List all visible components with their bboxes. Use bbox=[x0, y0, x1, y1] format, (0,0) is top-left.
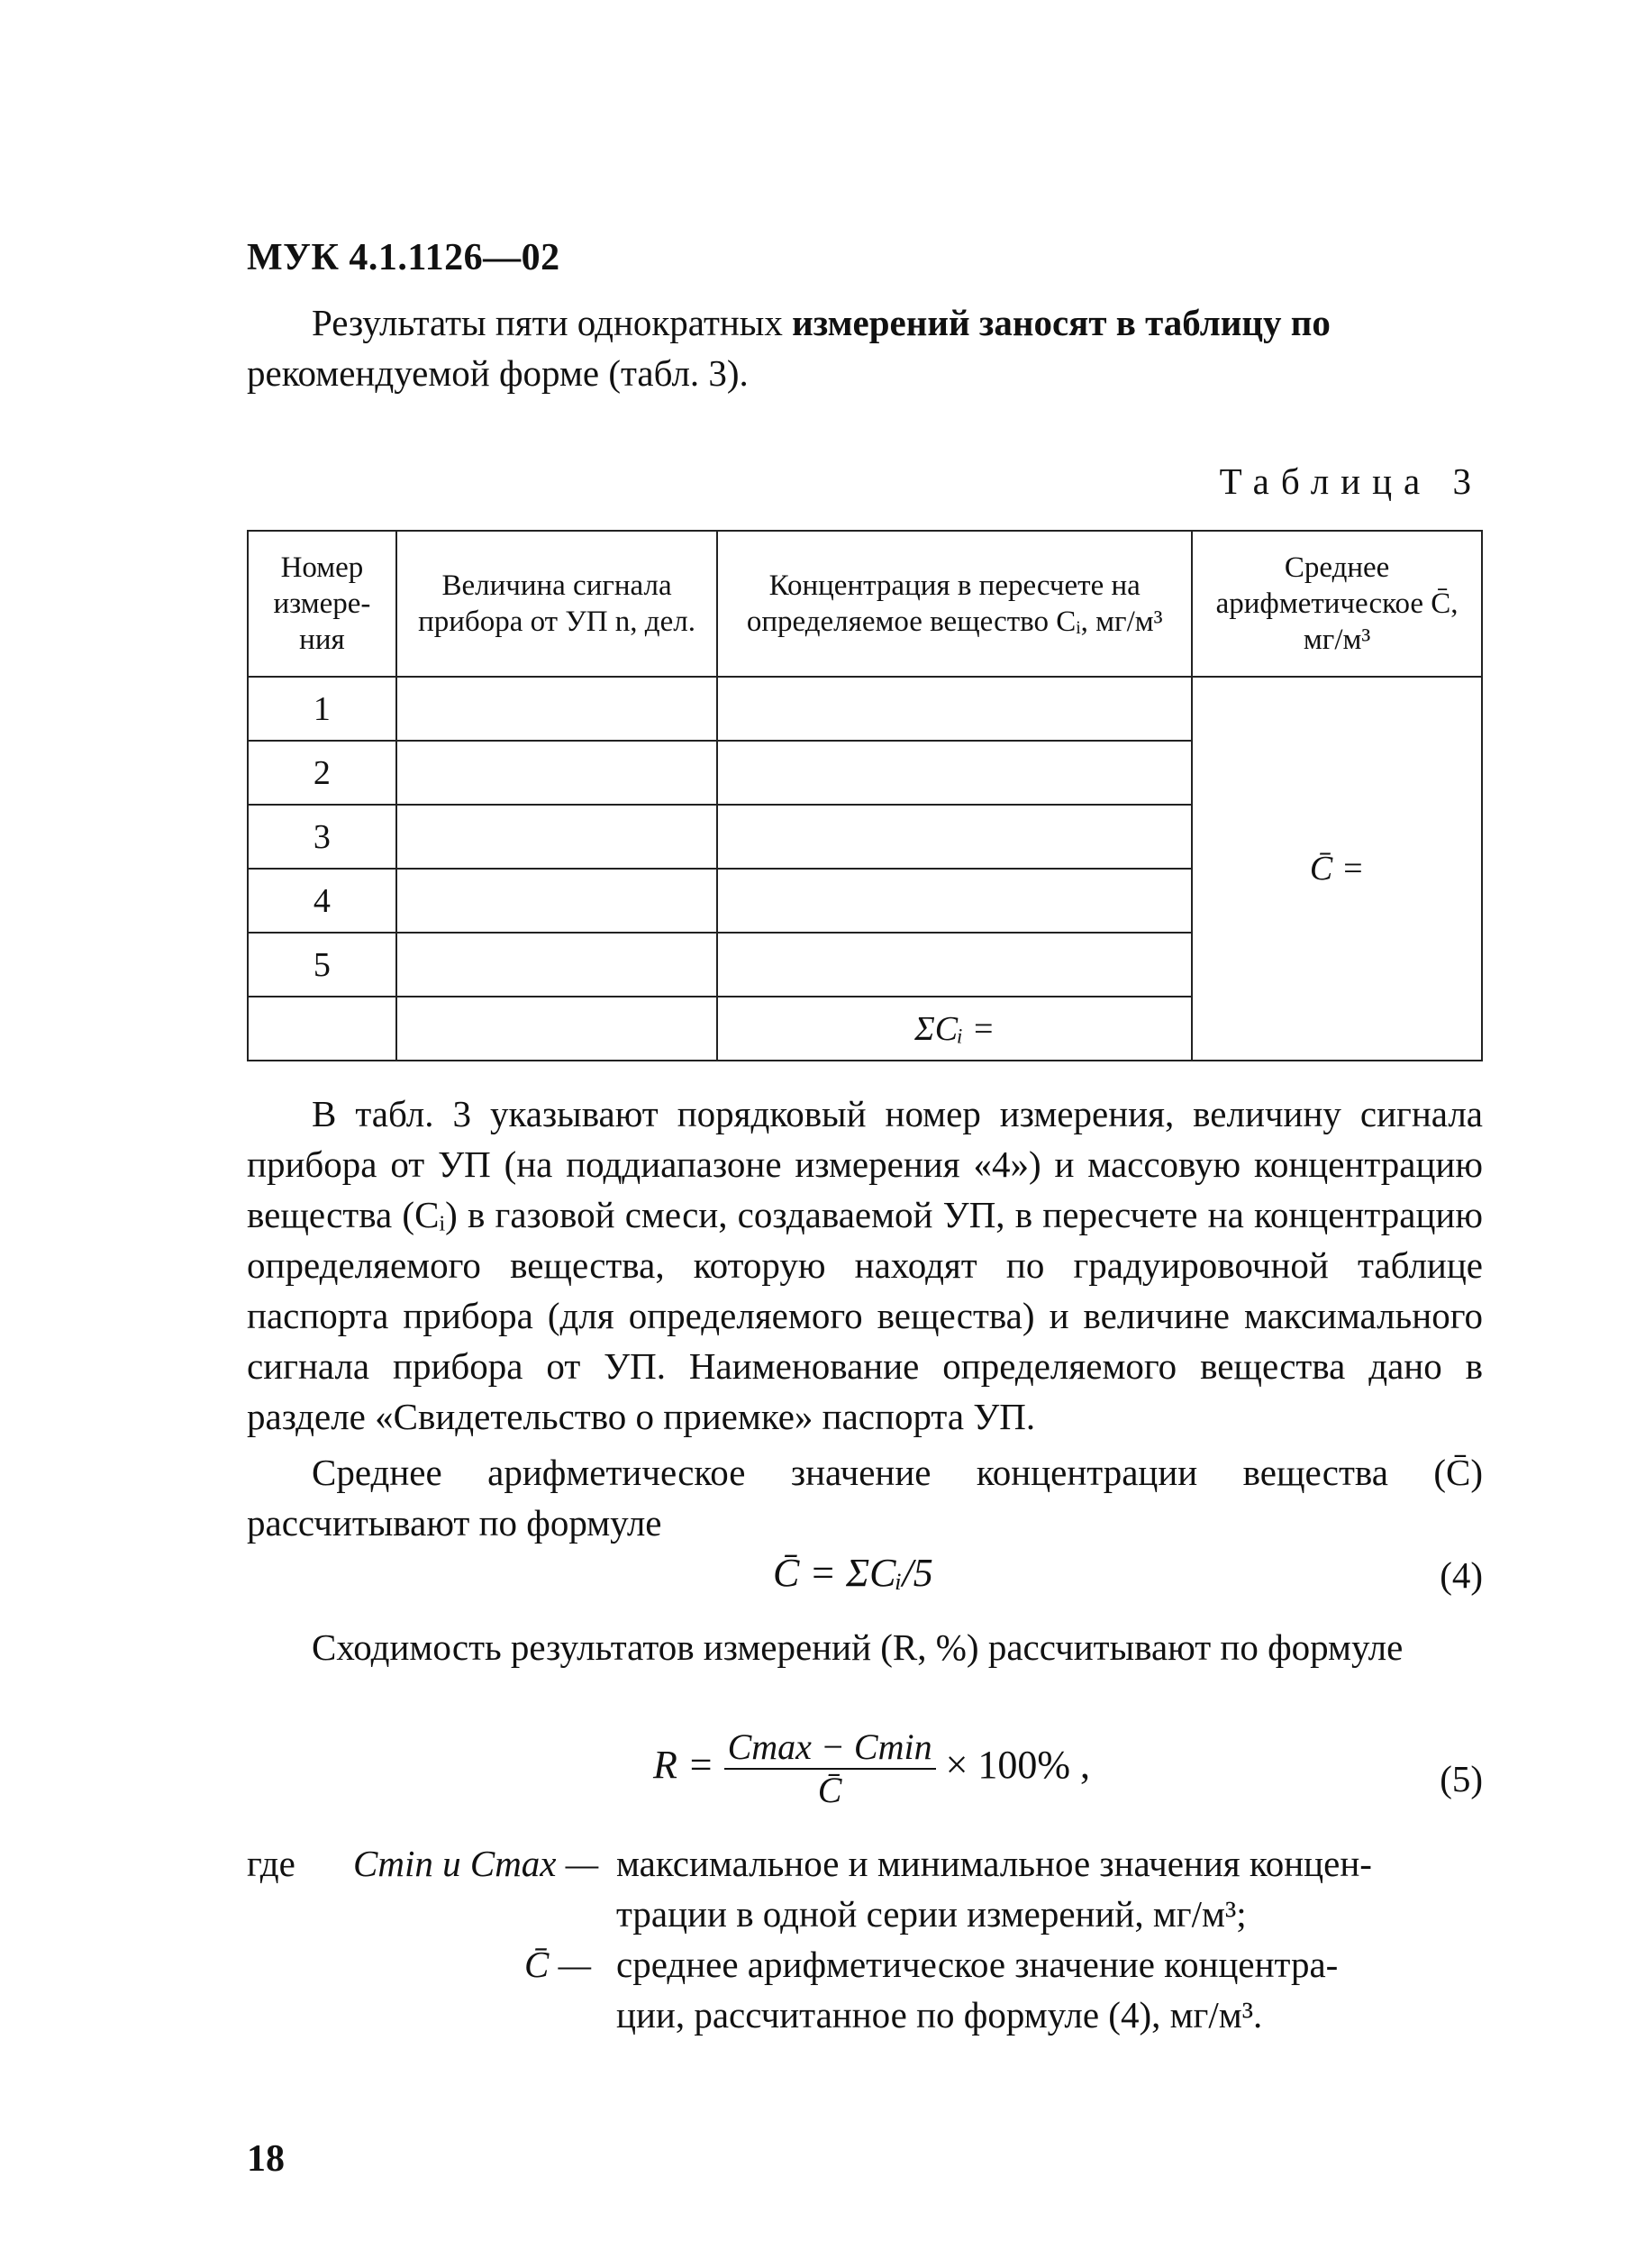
formula-5-fraction bbox=[724, 1726, 936, 1811]
header-concentration: Концентрация в пересчете на определяемое вещество Cᵢ, мг/м³ bbox=[717, 531, 1192, 677]
header-measurement-number: Номер измере-ния bbox=[248, 531, 396, 677]
definitions bbox=[247, 1838, 1483, 2040]
convergence-paragraph bbox=[247, 1622, 1483, 1672]
document-header: МУК 4.1.1126—02 bbox=[247, 237, 560, 278]
convergence-text: Сходимость результатов измерений (R, %) рассчитывают по формуле bbox=[312, 1626, 1404, 1668]
def1-line2: трации в одной серии измерений, мг/м³; bbox=[616, 1893, 1247, 1935]
results-table bbox=[247, 530, 1483, 1061]
mean-cell: C̄ = bbox=[1192, 677, 1482, 1061]
header-mean: Среднее арифметическое C̄, мг/м³ bbox=[1192, 531, 1482, 677]
concentration-cell bbox=[717, 677, 1192, 741]
formula-4-number: (4) bbox=[1440, 1554, 1483, 1596]
def2-line2: ции, рассчитанное по формуле (4), мг/м³. bbox=[616, 1994, 1263, 2036]
intro-paragraph bbox=[247, 297, 1483, 398]
table-caption: Таблица 3 bbox=[1219, 460, 1483, 502]
formula-5-numerator: Cmax − Cmin bbox=[724, 1726, 936, 1770]
signal-cell bbox=[396, 869, 717, 933]
row-number: 1 bbox=[248, 677, 396, 741]
signal-cell bbox=[396, 805, 717, 869]
intro-line2: рекомендуемой форме (табл. 3). bbox=[247, 352, 749, 394]
row-number: 5 bbox=[248, 933, 396, 997]
signal-cell bbox=[396, 677, 717, 741]
header-signal-value: Величина сигнала прибора от УП n, дел. bbox=[396, 531, 717, 677]
formula-5-number: (5) bbox=[1440, 1758, 1483, 1799]
concentration-cell bbox=[717, 869, 1192, 933]
mean-formula-intro bbox=[247, 1447, 1483, 1548]
intro-normal: Результаты пяти однократных bbox=[312, 302, 793, 343]
concentration-cell bbox=[717, 805, 1192, 869]
description-text: В табл. 3 указывают порядковый номер измерения, величину сигнала прибора от УП (на поддиапазоне измерения «4») и массовую концентрацию вещества (Cᵢ) в газовой смеси, создаваемой УП, в пересчете на концентрацию определяемого вещества, которую находят по градуировочной таблице паспорта прибора (для определяемого вещества) и величине максимального сигнала прибора от УП. Наименование определяемого вещества дано в разделе «Свидетельство о приемке» паспорта УП. bbox=[247, 1093, 1483, 1437]
concentration-cell bbox=[717, 933, 1192, 997]
row-number: 4 bbox=[248, 869, 396, 933]
formula-5-rhs: × 100% , bbox=[945, 1743, 1091, 1788]
row-number: 3 bbox=[248, 805, 396, 869]
empty-cell bbox=[248, 997, 396, 1061]
description-paragraph bbox=[247, 1088, 1483, 1442]
formula-5-lhs: R = bbox=[653, 1743, 714, 1788]
concentration-cell bbox=[717, 741, 1192, 805]
page-number: 18 bbox=[247, 2138, 285, 2180]
table-row bbox=[248, 677, 1482, 741]
where-label: где bbox=[247, 1843, 295, 1884]
formula-5-denominator: C̄ bbox=[817, 1770, 842, 1810]
formula-4: C̄ = ΣCᵢ/5 bbox=[773, 1551, 933, 1595]
mean-intro-text: Среднее арифметическое значение концентрации вещества (C̄) рассчитывают по формуле bbox=[247, 1452, 1483, 1544]
def1-line1: максимальное и минимальное значения концен- bbox=[616, 1843, 1372, 1884]
sum-cell: ΣCᵢ = bbox=[717, 997, 1192, 1061]
intro-bold: измерений заносят в таблицу по bbox=[792, 302, 1331, 343]
def2-symbol: C̄ — bbox=[524, 1944, 592, 1985]
empty-cell bbox=[396, 997, 717, 1061]
def1-symbol: Cmin и Cmax — bbox=[353, 1843, 599, 1884]
formula-5 bbox=[653, 1726, 1090, 1811]
def2-line1: среднее арифметическое значение концентра- bbox=[616, 1944, 1339, 1985]
row-number: 2 bbox=[248, 741, 396, 805]
signal-cell bbox=[396, 741, 717, 805]
signal-cell bbox=[396, 933, 717, 997]
